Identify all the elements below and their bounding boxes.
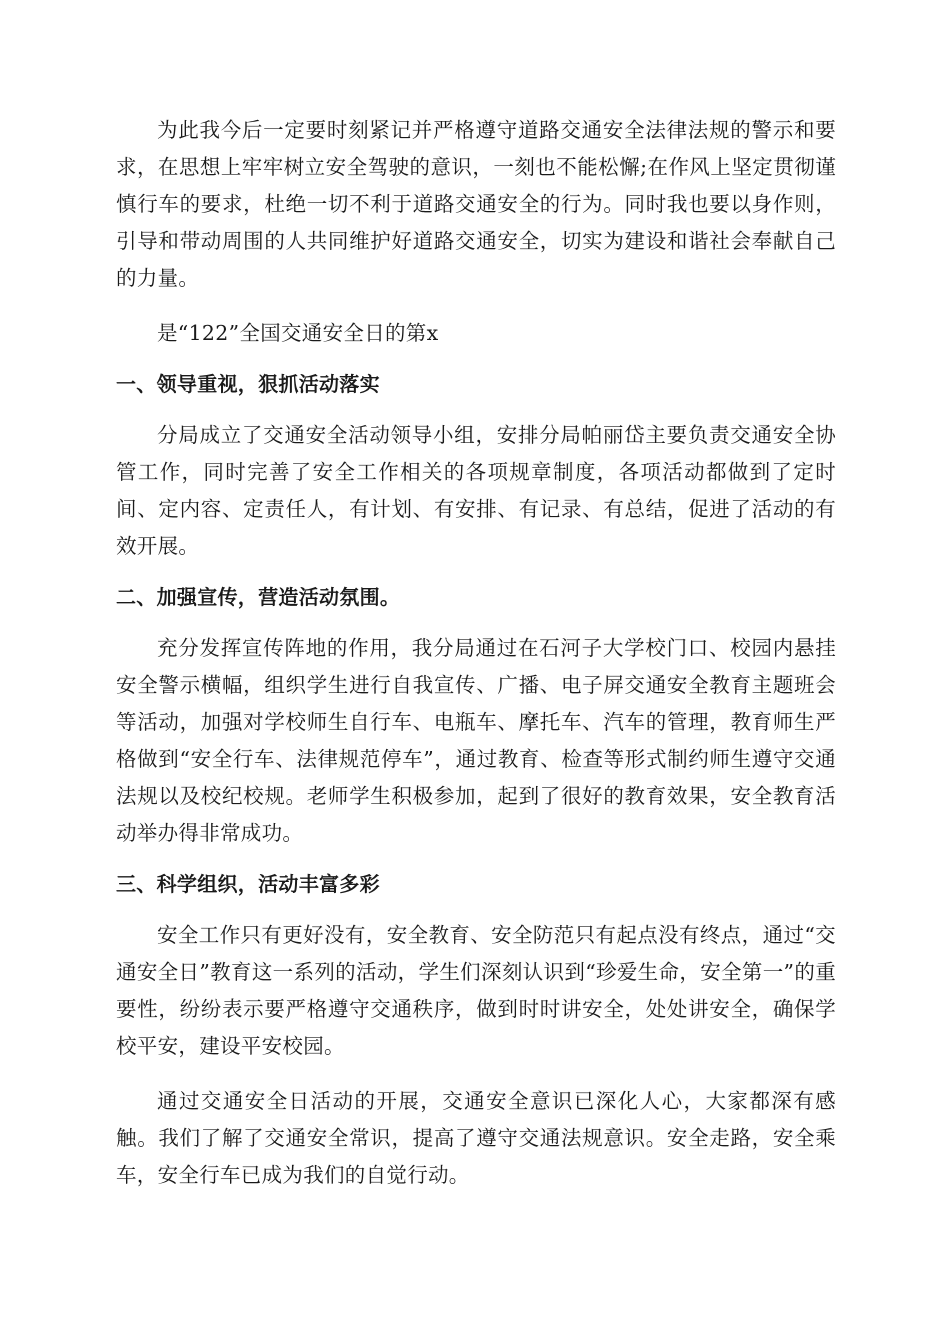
section-body-3: 安全工作只有更好没有，安全教育、安全防范只有起点没有终点，通过“交通安全日”教育这一系列的活动，学生们深刻认识到“珍爱生命，安全第一”的重要性，纷纷表示要严格遵守交通秩序，做到时时讲安全，处处讲安全，确保学校平安，建设平安校园。	[116, 923, 836, 1058]
section-body-1: 分局成立了交通安全活动领导小组，安排分局帕丽岱主要负责交通安全协管工作，同时完善了安全工作相关的各项规章制度，各项活动都做到了定时间、定内容、定责任人，有计划、有安排、有记录、有总结，促进了活动的有效开展。	[116, 423, 836, 558]
section-heading-2: 二、加强宣传，营造活动氛围。	[116, 585, 401, 609]
section-body-2: 充分发挥宣传阵地的作用，我分局通过在石河子大学校门口、校园内悬挂安全警示横幅，组织学生进行自我宣传、广播、电子屏交通安全教育主题班会等活动，加强对学校师生自行车、电瓶车、摩托车、汽车的管理，教育师生严格做到“安全行车、法律规范停车”，通过教育、检查等形式制约师生遵守交通法规以及校纪校规。老师学生积极参加，起到了很好的教育效果，安全教育活动举办得非常成功。	[116, 636, 836, 845]
paragraph-intro: 为此我今后一定要时刻紧记并严格遵守道路交通安全法律法规的警示和要求，在思想上牢牢树立安全驾驶的意识，一刻也不能松懈;在作风上坚定贯彻谨慎行车的要求，杜绝一切不利于道路交通安全的行为。同时我也要以身作则，引导和带动周围的人共同维护好道路交通安全，切实为建设和谐社会奉献自己的力量。	[116, 118, 836, 290]
section-heading-3: 三、科学组织，活动丰富多彩	[116, 872, 380, 896]
section-heading-1: 一、领导重视，狠抓活动落实	[116, 372, 380, 396]
paragraph-closing: 通过交通安全日活动的开展，交通安全意识已深化人心，大家都深有感触。我们了解了交通安全常识，提高了遵守交通法规意识。安全走路，安全乘车，安全行车已成为我们的自觉行动。	[116, 1089, 836, 1187]
paragraph-subtitle: 是“122”全国交通安全日的第x	[157, 321, 439, 345]
document-body	[116, 112, 836, 1194]
